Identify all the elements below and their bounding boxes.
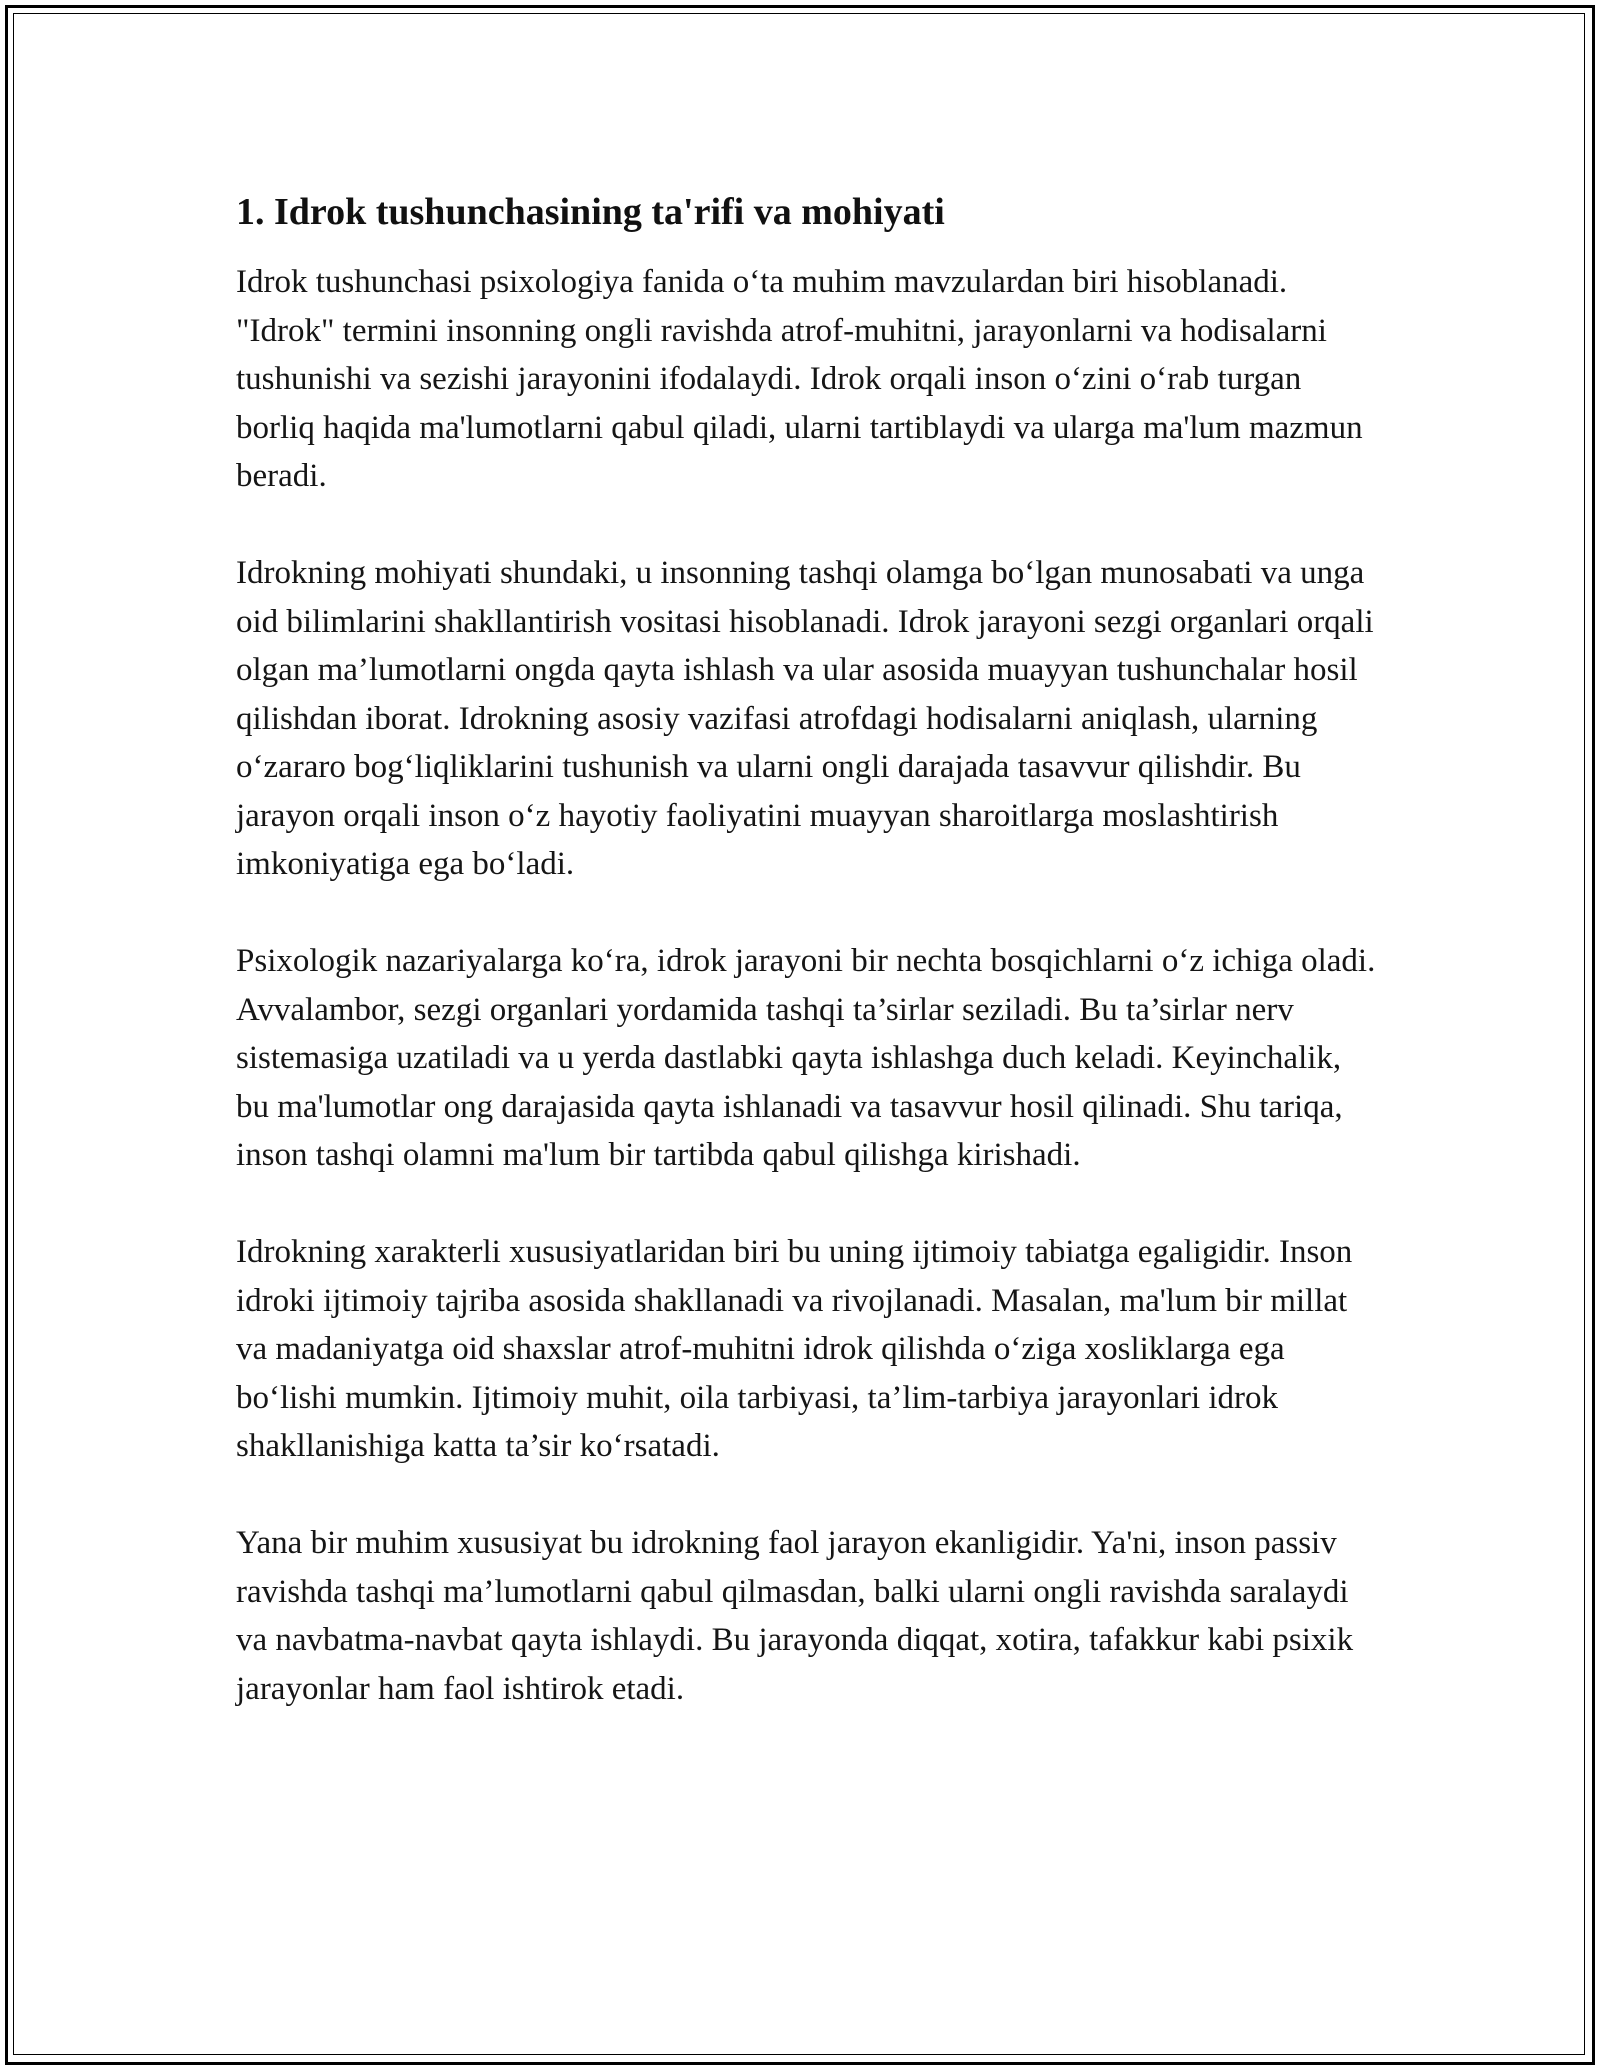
paragraph-definition: Idrok tushunchasi psixologiya fanida o‘ta muhim mavzulardan biri hisoblanadi. "Idrok" termini insonning ongli ravishda atrof-muhitni, jarayonlarni va hodisalarni tushunishi va sezishi jarayonini ifodalaydi. Idrok orqali inson o‘zini o‘rab turgan borliq haqida ma'lumotlarni qabul qiladi, ularni tartiblaydi va ularga ma'lum mazmun beradi. — [236, 264, 1363, 494]
paragraph-active-process: Yana bir muhim xususiyat bu idrokning faol jarayon ekanligidir. Ya'ni, inson passiv ravishda tashqi ma’lumotlarni qabul qilmasdan, balki ularni ongli ravishda saralaydi va navbatma-navbat qayta ishlaydi. Bu jarayonda diqqat, xotira, tafakkur kabi psixik jarayonlar ham faol ishtirok etadi. — [236, 1525, 1354, 1707]
paragraph-social-nature: Idrokning xarakterli xususiyatlaridan biri bu uning ijtimoiy tabiatga egaligidir. Inson idroki ijtimoiy tajriba asosida shakllanadi va rivojlanadi. Masalan, ma'lum bir millat va madaniyatga oid shaxslar atrof-muhitni idrok qilishda o‘ziga xosliklarga ega bo‘lishi mumkin. Ijtimoiy muhit, oila tarbiyasi, ta’lim-tarbiya jarayonlari idrok shakllanishiga katta ta’sir ko‘rsatadi. — [236, 1234, 1353, 1464]
paragraph-stages: Psixologik nazariyalarga ko‘ra, idrok jarayoni bir nechta bosqichlarni o‘z ichiga oladi. Avvalambor, sezgi organlari yordamida tashqi ta’sirlar seziladi. Bu ta’sirlar nerv sistemasiga uzatiladi va u yerda dastlabki qayta ishlashga duch keladi. Keyinchalik, bu ma'lumotlar ong darajasida qayta ishlanadi va tasavvur hosil qilinadi. Shu tariqa, inson tashqi olamni ma'lum bir tartibda qabul qilishga kirishadi. — [236, 943, 1376, 1173]
section-heading: 1. Idrok tushunchasining ta'rifi va mohiyati — [236, 191, 945, 233]
document-body — [236, 184, 1376, 1762]
paragraph-essence: Idrokning mohiyati shundaki, u insonning tashqi olamga bo‘lgan munosabati va unga oid bilimlarini shakllantirish vositasi hisoblanadi. Idrok jarayoni sezgi organlari orqali olgan ma’lumotlarni ongda qayta ishlash va ular asosida muayyan tushunchalar hosil qilishdan iborat. Idrokning asosiy vazifasi atrofdagi hodisalarni aniqlash, ularning o‘zararo bog‘liqliklarini tushunish va ularni ongli darajada tasavvur qilishdir. Bu jarayon orqali inson o‘z hayotiy faoliyatini muayyan sharoitlarga moslashtirish imkoniyatiga ega bo‘ladi. — [236, 555, 1374, 882]
